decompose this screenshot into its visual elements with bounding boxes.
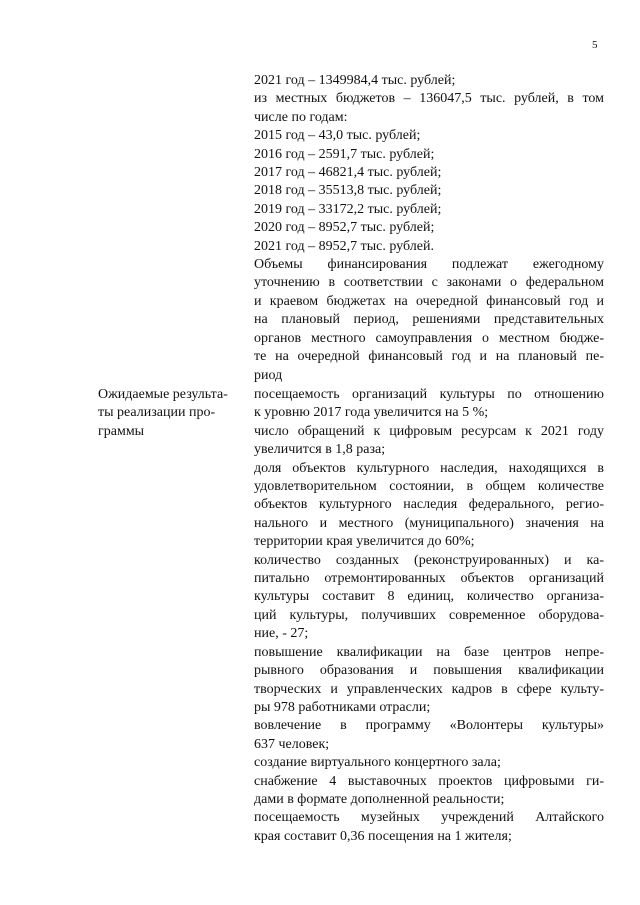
text-line: Объемы финансирования подлежат ежегодному: [254, 257, 604, 273]
text-line: те на очередной финансовый год и на плановый пе-: [254, 349, 604, 365]
text-line: 2017 год – 46821,4 тыс. рублей;: [254, 165, 442, 181]
text-line: создание виртуального концертного зала;: [254, 755, 501, 771]
text-line: 2021 год – 1349984,4 тыс. рублей;: [254, 73, 456, 88]
text-line: Ожидаемые результа-: [98, 387, 228, 402]
text-line: 637 человек;: [254, 736, 330, 752]
text-line: уточнению в соответствии с законами о федеральном: [254, 275, 604, 291]
text-line: из местных бюджетов – 136047,5 тыс. рублей, в том: [254, 91, 604, 107]
text-line: повышение квалификации на базе центров непре-: [254, 644, 604, 660]
expected-results-text: [254, 386, 604, 846]
text-line: ты реализации про-: [98, 405, 216, 421]
text-line: снабжение 4 выставочных проектов цифровыми ги-: [254, 773, 604, 789]
text-line: на плановый период, решениями представительных: [254, 312, 604, 328]
text-line: посещаемость музейных учреждений Алтайского: [254, 810, 604, 826]
text-line: объектов культурного наследия федерального, регио-: [254, 497, 604, 513]
text-line: и краевом бюджетах на очередной финансовый год и: [254, 293, 604, 309]
text-line: числе по годам:: [254, 109, 348, 125]
text-line: удовлетворительном состоянии, в общем количестве: [254, 479, 604, 495]
text-line: 2015 год – 43,0 тыс. рублей;: [254, 128, 421, 144]
text-line: увеличится в 1,8 раза;: [254, 442, 386, 458]
text-line: 2016 год – 2591,7 тыс. рублей;: [254, 146, 435, 162]
text-line: граммы: [98, 423, 145, 439]
text-line: вовлечение в программу «Волонтеры культуры»: [254, 718, 604, 734]
text-line: культуры составит 8 единиц, количество организа-: [254, 589, 604, 605]
text-line: число обращений к цифровым ресурсам к 2021 году: [254, 423, 604, 439]
text-line: к уровню 2017 года увеличится на 5 %;: [254, 405, 489, 421]
expected-results-label: [98, 386, 248, 441]
text-line: доля объектов культурного наследия, находящихся в: [254, 460, 604, 476]
text-line: питально отремонтированных объектов организаций: [254, 571, 604, 587]
text-line: края составит 0,36 посещения на 1 жителя;: [254, 828, 512, 844]
text-line: 2021 год – 8952,7 тыс. рублей.: [254, 238, 434, 254]
text-line: дами в формате дополненной реальности;: [254, 791, 505, 807]
text-line: территории края увеличится до 60%;: [254, 534, 475, 550]
text-line: ние, - 27;: [254, 626, 309, 642]
text-line: 2020 год – 8952,7 тыс. рублей;: [254, 220, 435, 236]
text-line: творческих и управленческих кадров в сфере культу-: [254, 681, 604, 697]
text-line: органов местного самоуправления о местном бюдже-: [254, 330, 604, 346]
text-line: количество созданных (реконструированных) и ка-: [254, 552, 604, 568]
text-line: нального и местного (муниципального) значения на: [254, 515, 604, 531]
text-line: ций культуры, получивших современное оборудова-: [254, 607, 604, 623]
text-line: посещаемость организаций культуры по отношению: [254, 387, 604, 402]
text-line: 2019 год – 33172,2 тыс. рублей;: [254, 201, 442, 217]
text-line: риод: [254, 367, 283, 383]
text-line: рывного образования и повышения квалификации: [254, 663, 604, 679]
funding-text: [254, 72, 604, 385]
page-number: 5: [592, 39, 598, 51]
text-line: 2018 год – 35513,8 тыс. рублей;: [254, 183, 442, 199]
text-line: ры 978 работниками отрасли;: [254, 699, 431, 715]
